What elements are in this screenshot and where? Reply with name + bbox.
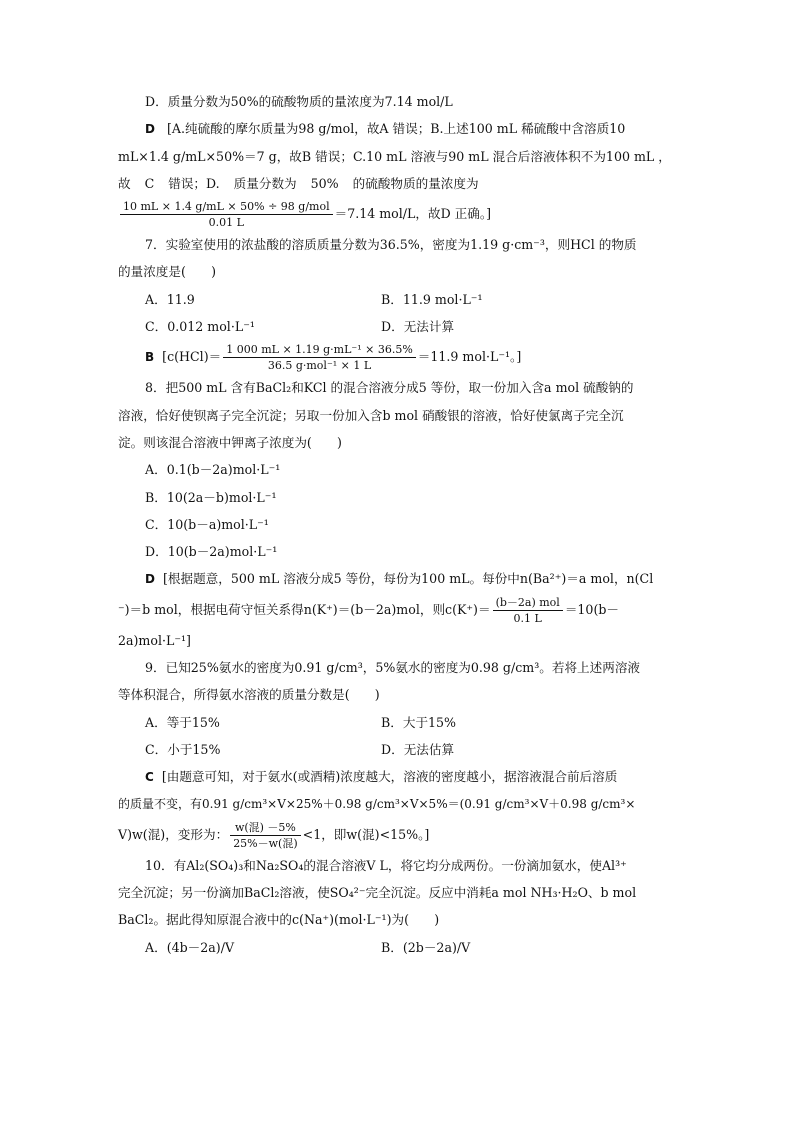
q8-explanation-text-1: [根据题意，500 mL 溶液分成5 等份，每份为100 mL。每份中n(Ba²⁺)＝a mol，n(Cl	[162, 571, 654, 587]
q9-explanation-line-1	[118, 763, 678, 790]
q9-option-a: A．等于15%	[145, 714, 220, 730]
q9-fraction-numerator: w(混) －5%	[230, 820, 300, 836]
q10-stem-line-3: BaCl₂。据此得知原混合液中的c(Na⁺)(mol·L⁻¹)为( )	[118, 912, 440, 928]
q6-fraction-numerator: 10 mL × 1.4 g/mL × 50% ÷ 98 g/mol	[120, 199, 333, 215]
q9-stem-line-2: 等体积混合，所得氨水溶液的质量分数是( )	[118, 687, 380, 703]
q10-stem-line-1: 10．有Al₂(SO₄)₃和Na₂SO₄的混合溶液V L，将它均分成两份。一份滴加氨水，使Al³⁺	[145, 857, 627, 873]
q7-stem-line-2: 的量浓度是( )	[118, 264, 216, 280]
q7-option-c: C．0.012 mol·L⁻¹	[145, 319, 255, 335]
q8-stem-line-2: 溶液，恰好使钡离子完全沉淀；另取一份加入含b mol 硝酸银的溶液，恰好使氯离子完全沉	[118, 407, 624, 423]
q7-option-d: D．无法计算	[381, 319, 455, 335]
q7-options-row-1	[118, 286, 678, 313]
q9-options-row-1	[118, 709, 678, 736]
q7-option-a: A．11.9	[145, 291, 195, 307]
q8-explanation-tail: ＝10(b－	[564, 601, 620, 617]
q6-explanation-line-1	[118, 115, 678, 142]
q9-options-row-2	[118, 736, 678, 763]
q7-fraction-numerator: 1 000 mL × 1.19 g·mL⁻¹ × 36.5%	[223, 342, 416, 358]
q8-stem-line-3: 淀。则该混合溶液中钾离子浓度为( )	[118, 434, 342, 450]
q9-option-c: C．小于15%	[145, 741, 221, 757]
q7-option-b: B．11.9 mol·L⁻¹	[381, 291, 483, 307]
q6-explanation-line-4	[118, 197, 678, 231]
q9-explanation-line-2: 的质量不变，有0.91 g/cm³×V×25%＋0.98 g/cm³×V×5%＝(0.91 g/cm³×V＋0.98 g/cm³×	[118, 796, 636, 811]
q9-option-d: D．无法估算	[381, 741, 455, 757]
q9-explanation-tail: <1，即w(混)<15%。]	[302, 826, 430, 842]
q6-answer-letter: D	[145, 122, 155, 137]
q10-stem-line-2: 完全沉淀；另一份滴加BaCl₂溶液，使SO₄²⁻完全沉淀。反应中消耗a mol NH₃·H₂O、b mol	[118, 885, 637, 901]
q8-answer-letter: D	[145, 572, 155, 587]
q8-fraction-denominator: 0.1 L	[513, 611, 542, 625]
q9-explanation-head: V)w(混)，变形为：	[118, 826, 229, 842]
q9-stem-line-1: 9．已知25%氨水的密度为0.91 g/cm³，5%氨水的密度为0.98 g/cm³。若将上述两溶液	[145, 660, 641, 676]
q9-explanation-line-3	[118, 818, 678, 852]
q7-answer-letter: B	[145, 350, 155, 365]
q6-fraction-denominator: 0.01 L	[208, 216, 244, 230]
q6-option-d: D．质量分数为50%的硫酸物质的量浓度为7.14 mol/L	[145, 94, 453, 109]
q6-explanation-line-2: mL×1.4 g/mL×50%＝7 g，故B 错误；C.10 mL 溶液与90 mL 混合后溶液体积不为100 mL ，	[118, 148, 671, 164]
q8-stem-line-1: 8．把500 mL 含有BaCl₂和KCl 的混合溶液分成5 等份，取一份加入含a mol 硫酸钠的	[145, 380, 634, 396]
q6-explanation-tail: ＝7.14 mol/L，故D 正确。]	[334, 206, 492, 222]
q8-option-d: D．10(b－2a)mol·L⁻¹	[145, 544, 278, 560]
q9-option-b: B．大于15%	[381, 714, 457, 730]
q7-explanation-head: [c(HCl)＝	[162, 349, 222, 365]
q9-fraction	[230, 820, 300, 851]
q8-explanation-head: ⁻)＝b mol，根据电荷守恒关系得n(K⁺)＝(b－2a)mol，则c(K⁺)＝	[118, 601, 491, 617]
q7-stem-line-1: 7．实验室使用的浓盐酸的溶质质量分数为36.5%，密度为1.19 g·cm⁻³，则HCl 的物质	[145, 237, 637, 253]
q7-fraction	[223, 342, 416, 373]
q7-explanation-tail: ＝11.9 mol·L⁻¹。]	[417, 349, 522, 365]
q7-options-row-2	[118, 313, 678, 340]
q8-option-a: A．0.1(b－2a)mol·L⁻¹	[145, 462, 281, 478]
q7-explanation	[118, 340, 678, 374]
q6-fraction	[120, 199, 333, 230]
q8-option-c: C．10(b－a)mol·L⁻¹	[145, 516, 269, 532]
q8-explanation-line-2	[118, 593, 678, 627]
q9-answer-letter: C	[145, 770, 154, 785]
q8-explanation-line-3: 2a)mol·L⁻¹]	[118, 632, 191, 648]
q7-fraction-denominator: 36.5 g·mol⁻¹ × 1 L	[267, 359, 372, 373]
q6-explanation-text-1: [A.纯硫酸的摩尔质量为98 g/mol，故A 错误；B.上述100 mL 稀硫酸中含溶质10	[166, 121, 626, 137]
exam-page	[118, 88, 678, 961]
q6-explanation-line-3: 故 C 错误；D. 质量分数为 50% 的硫酸物质的量浓度为	[118, 175, 479, 191]
q8-fraction	[493, 595, 563, 626]
q10-options-row-1	[118, 934, 678, 961]
q8-fraction-numerator: (b－2a) mol	[493, 595, 563, 611]
q8-option-b: B．10(2a－b)mol·L⁻¹	[145, 489, 277, 505]
q8-explanation-line-1	[118, 565, 678, 592]
q9-fraction-denominator: 25%－w(混)	[233, 836, 298, 850]
q9-explanation-text-1: [由题意可知，对于氨水(或酒精)浓度越大，溶液的密度越小，据溶液混合前后溶质	[161, 769, 618, 785]
q10-option-b: B．(2b－2a)/V	[381, 939, 471, 955]
q10-option-a: A．(4b－2a)/V	[145, 939, 235, 955]
